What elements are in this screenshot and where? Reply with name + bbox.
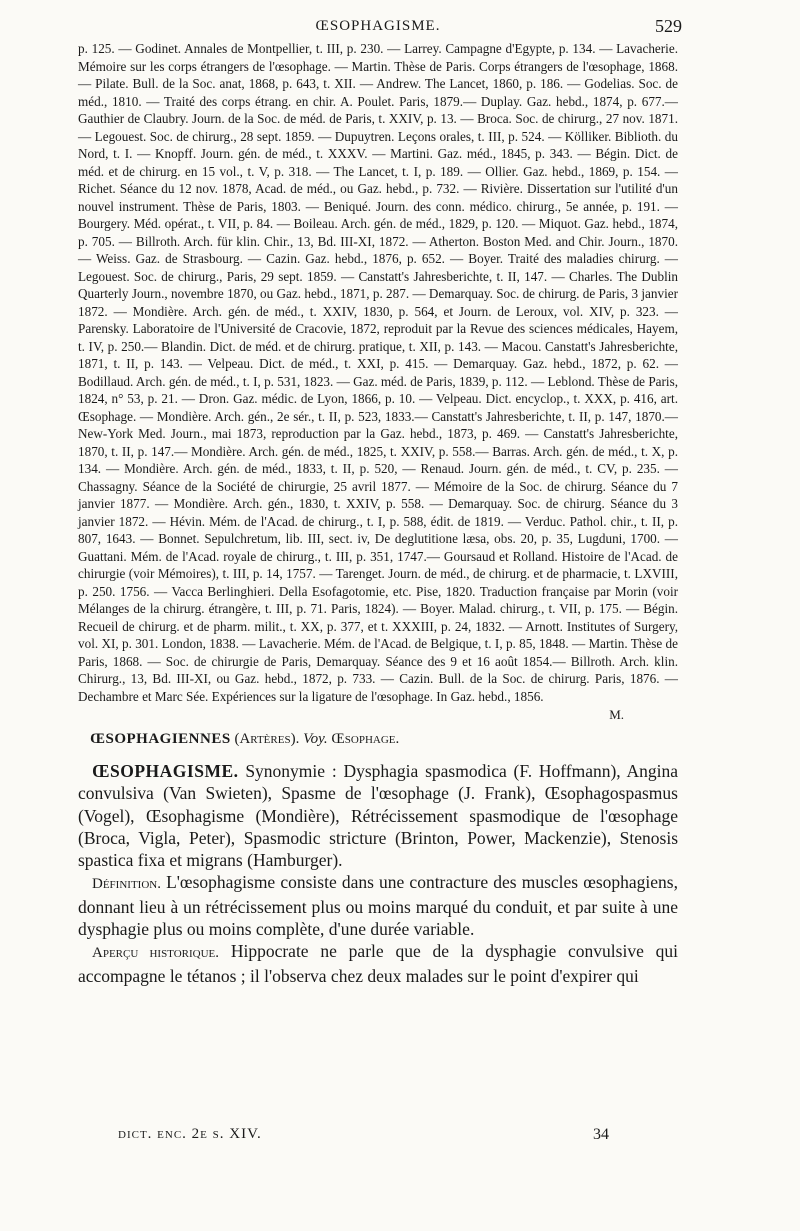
- bibliography-block: [78, 40, 678, 723]
- signature-mark: dict. enc. 2e s. XIV.: [118, 1126, 262, 1142]
- bibliography-paragraph: p. 125. — Godinet. Annales de Montpellier, t. III, p. 230. — Larrey. Campagne d'Egypte, p. 134. — Lavacherie. Mémoire sur les corps étrangers de l'œsophage. — Martin. Thèse de Paris. Corps étrangers de l'œsophage, 1868. — Pilate. Bull. de la Soc. anat, 1868, p. 643, t. XII. — Andrew. The Lancet, 1860, p. 186. — Godelias. Soc. de méd., 1810. — Traité des corps étrang. en chir. A. Poulet. Paris, 1879.— Duplay. Gaz. hebd., 1874, p. 677.— Gauthier de Claubry. Journ. de la Soc. de méd. de Paris, t. XXIV, p. 13. — Broca. Soc. de chirurg., 27 nov. 1871. — Legouest. Soc. de chirurg., 28 sept. 1859. — Dupuytren. Leçons orales, t. III, p. 524. — Kölliker. Biblioth. du Nord, t. I. — Knopff. Journ. gén. de méd., t. XXXV. — Martini. Gaz. méd., 1845, p. 343. — Bégin. Dict. de méd. et de chirurg. en 15 vol., t. V, p. 318. — The Lancet, t. I, p. 189. — Ollier. Gaz. hebd., 1869, p. 154. — Richet. Séance du 12 nov. 1878, Acad. de méd., ou Gaz. hebd., p. 732. — Rivière. Dissertation sur l'utilité d'un nouvel instrument. Thèse de Paris, 1803. — Beniqué. Journ. des conn. médico. chirurg., 5e année, p. 191. — Bourgery. Méd. opérat., t. VII, p. 84. — Boileau. Arch. gén. de méd., 1829, p. 120. — Miquot. Gaz. hebd., 1874, p. 705. — Billroth. Arch. für klin. Chir., 13, Bd. III-XI, 1872. — Atherton. Boston Med. and Chir. Journ., 1870. — Weiss. Gaz. de Strasbourg. — Cazin. Gaz. hebd., 1876, p. 652. — Boyer. Traité des maladies chirurg. — Legouest. Soc. de chirurg., Paris, 29 sept. 1859. — Canstatt's Jahresberichte, t. II, 147. — Charles. The Dublin Quarterly Journ., novembre 1870, ou Gaz. hebd., 1871, p. 287. — Demarquay. Soc. de chirurg. de Paris, 3 janvier 1872. — Mondière. Arch. gén. de méd., t. XXIV, 1830, p. 564, et Journ. de Leroux, vol. XIV, p. 323. — Parensky. Laboratoire de l'Université de Cracovie, 1872, reproduit par la Revue des sciences médicales, Hayem, t. IV, p. 250.— Blandin. Dict. de méd. et de chirurg. pratique, t. XII, p. 143. — Macou. Canstatt's Jahresberichte, 1871, t. II, p. 143. — Velpeau. Dict. de méd., t. XXI, p. 415. — Demarquay. Gaz. hebd., 1872, p. 62. — Bodillaud. Arch. gén. de méd., t. I, p. 531, 1823. — Gaz. méd. de Paris, 1839, p. 112. — Leblond. Thèse de Paris, 1824, n° 53, p. 21. — Dron. Gaz. médic. de Lyon, 1866, p. 10. — Velpeau. Dict. encyclop., t. XXX, p. 416, art. Œsophage. — Mondière. Arch. gén., 2e sér., t. II, p. 523, 1833.— Canstatt's Jahresberichte, t. II, p. 147, 1870.— New-York Med. Journ., mai 1873, reproduction par la Gaz. hebd., 1873, p. 469. — Canstatt's Jahresberichte, 1870, t. II, p. 147.— Mondière. Arch. gén. de méd., 1825, t. XXIV, p. 558.— Barras. Arch. gén. de méd., t. X, p. 134. — Mondière. Arch. gén. de méd., 1833, t. II, p. 520, — Renaud. Journ. gén. de méd., t. CV, p. 235. — Chassagny. Séance de la Société de chirurgie, 25 avril 1877. — Mémoire de la Soc. de chirurg. Séance du 7 janvier 1877. — Mondière. Arch. gén., 1830, t. XXIV, p. 558. — Demarquay. Soc. de chirurg. Séance du 3 janvier 1872. — Hévin. Mém. de l'Acad. de chirurg., t. I, p. 588, édit. de 1819. — Verduc. Pathol. chir., t. II, p. 807, 1643. — Bonnet. Sepulchretum, lib. III, sect. iv, De deglutitione læsa, obs. 20, p. 35, Lugduni, 1700. — Guattani. Mém. de l'Acad. royale de chirurg., t. III, p. 351, 1747.— Goursaud et Rolland. Histoire de l'Acad. de chirurgie (voir Mémoires), t. III, p. 14, 1757. — Tarenget. Journ. de méd., de chirurg. et de pharmacie, t. LXVIII, p. 250. 1756. — Vacca Berlinghieri. Della Esofagotomie, etc. Pise, 1820. Traduction française par Morin (voir Mélanges de la chirurg. étrangère, t. III, p. 71. Paris, 1824). — Boyer. Malad. chirurg., t. VII, p. 175. — Bégin. Recueil de chirurg. et de pharm. milit., t. XX, p. 377, et t. XXXIII, p. 24, 1832. — Arnott. Institutes of Surgery, vol. XI, p. 301. London, 1838. — Lavacherie. Mém. de l'Acad. de Belgique, t. I, p. 85, 1848. — Martin. Thèse de Paris, 1868. — Soc. de chirurgie de Paris, Demarquay. Séance des 9 et 16 août 1854.— Billroth. Arch. klin. Chirurg., 13, Bd. III-XI, ou Gaz. hebd., 1872, p. 733. — Cazin. Bull. de la Soc. de chirurg. Paris, 1876. — Dechambre et Marc Sée. Expériences sur la ligature de l'œsophage. In Gaz. hebd., 1856.: [78, 41, 678, 704]
- article-body: [78, 760, 678, 987]
- author-initial: M.: [609, 707, 624, 722]
- definition-text: L'œsophagisme consiste dans une contracture des muscles œsophagiens, donnant lieu à un rétrécissement plus ou moins marqué du conduit, et par suite à une dysphagie plus ou moins complète, d'une durée variable.: [78, 872, 678, 940]
- definition-label: Définition.: [92, 876, 161, 893]
- crossref-headword: ŒSOPHAGIENNES: [90, 731, 231, 747]
- sheet-number: 34: [593, 1126, 609, 1143]
- article-headword: ŒSOPHAGISME.: [92, 761, 239, 781]
- page-footer: [118, 1126, 678, 1143]
- document-page: [78, 14, 682, 987]
- crossref-qualifier: (Artères).: [234, 731, 300, 747]
- history-text: Hippocrate ne parle que de la dysphagie convulsive qui accompagne le tétanos ; il l'observa chez deux malades sur le point d'expirer qui: [78, 941, 679, 986]
- definition-paragraph: [78, 871, 678, 940]
- history-label: Aperçu historique.: [92, 945, 220, 962]
- crossref-see: Voy.: [303, 731, 328, 747]
- crossref-target: Œsophage.: [331, 731, 400, 747]
- synonymy-text: Synonymie : Dysphagia spasmodica (F. Hoffmann), Angina convulsiva (Van Swieten), Spasme de l'œsophage (J. Frank), Œsophagospasmus (Vogel), Œsophagisme (Mondière), Rétrécissement spasmodique de l'œsophage (Broca, Vigla, Peter), Spasmodic stricture (Brinton, Power, Mackenzie), Stenosis spastica fixa et migrans (Hamburger).: [78, 761, 678, 871]
- synonymy-paragraph: [78, 760, 678, 871]
- running-title: ŒSOPHAGISME.: [315, 18, 441, 34]
- page-header: [78, 14, 682, 40]
- history-paragraph: [78, 940, 678, 987]
- page-number: 529: [655, 16, 682, 36]
- cross-reference-entry: [90, 731, 678, 748]
